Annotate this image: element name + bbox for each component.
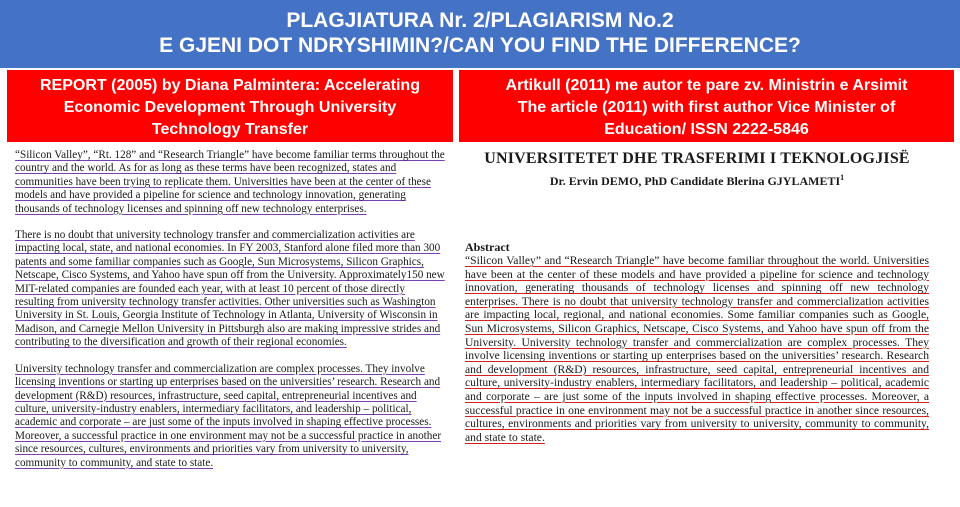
left-paragraph-1: “Silicon Valley”, “Rt. 128” and “Research Triangle” have become familiar terms throughout the country and the world. As for as long as these terms have been recognized, states and communities have been trying to replicate them. Universities have been at the center of these models and have provided a pipeline for science and technology innovation, generating thousands of technology licenses and spinning off new technology enterprises. <box>15 149 445 215</box>
article-authors <box>465 170 929 189</box>
left-paragraph-3: University technology transfer and commercialization are complex processes. They involve licensing inventions or starting up enterprises based on the universities’ research. Research and development (R&D) resources, infrastructure, seed capital, entrepreneurial incentives and culture, university-industry enablers, intermediary facilitators, and leadership – political, academic and corporate – are just some of the inputs involved in shaping effective processes. Moreover, a successful practice in one environment may not be a successful practice in another since resources, cultures, environments and priorities vary from university to university, community to community, and state to state. <box>15 362 442 469</box>
authors-names: Dr. Ervin DEMO, PhD Candidate Blerina GJYLAMETI <box>549 174 841 188</box>
left-header-line-3: Technology Transfer <box>151 121 309 138</box>
right-header-line-1: Artikull (2011) me autor te pare zv. Ministrin e Arsimit <box>505 77 908 94</box>
abstract-heading: Abstract <box>465 240 510 254</box>
right-header-line-3: Education/ ISSN 2222-5846 <box>604 121 809 138</box>
title-banner <box>0 0 960 68</box>
banner-title-line-2: E GJENI DOT NDRYSHIMIN?/CAN YOU FIND THE DIFFERENCE? <box>159 34 801 57</box>
left-header-line-1: REPORT (2005) by Diana Palmintera: Accelerating <box>40 77 420 94</box>
authors-footnote-mark: 1 <box>840 173 845 182</box>
right-document-excerpt <box>465 150 929 444</box>
abstract-text: “Silicon Valley” and “Research Triangle” have become familiar throughout the world. Universities have been at the center of these models and have provided a pipeline for science and technology innovation, generating thousands of technology licenses and spinning off new technology enterprises. There is no doubt that university technology transfer and commercialization activities are impacting local, regional, and national economies. Some familiar companies such as Google, Sun Microsystems, Silicon Graphics, Netscape, Cisco Systems, and Yahoo have spun off from the University. University technology transfer and commercialization are complex processes. They involve licensing inventions or starting up enterprises based on the universities’ research. Research and development (R&D) resources, infrastructure, seed capital, entrepreneurial incentives and culture, university-industry enablers, intermediary facilitators, and leadership – political, academic and corporate – are just some of the inputs involved in shaping effective processes. Moreover, a successful practice in one environment may not be a successful practice in another since resources, cultures, environments and priorities vary from university to university, community to community, and state to state. <box>465 254 929 444</box>
article-title: UNIVERSITETET DHE TRASFERIMI I TEKNOLOGJISË <box>484 150 910 167</box>
left-document-excerpt <box>15 149 445 483</box>
left-paragraph-2: There is no doubt that university technology transfer and commercialization activities are impacting local, state, and national economies. In FY 2003, Stanford alone filed more than 300 patents and some familiar companies such as Google, Sun Microsystems, Silicon Graphics, Netscape, Cisco Systems, and Yahoo have spun off from the University. Approximately150 new MIT-related companies are founded each year, with at least 10 percent of those directly resulting from university technology transfer activities. Other universities such as Washington University in St. Louis, Georgia Institute of Technology in Atlanta, University of Wisconsin in Madison, and Carnegie Mellon University in Pittsburgh also are making impressive strides and contributing to the diversification and growth of their regional economies. <box>15 229 445 349</box>
banner-title-line-1: PLAGJIATURA Nr. 2/PLAGIARISM No.2 <box>286 9 674 32</box>
left-header-line-2: Economic Development Through University <box>63 99 397 116</box>
right-header-line-2: The article (2011) with first author Vice Minister of <box>517 99 896 116</box>
right-source-header <box>459 70 954 142</box>
left-source-header <box>7 70 453 142</box>
